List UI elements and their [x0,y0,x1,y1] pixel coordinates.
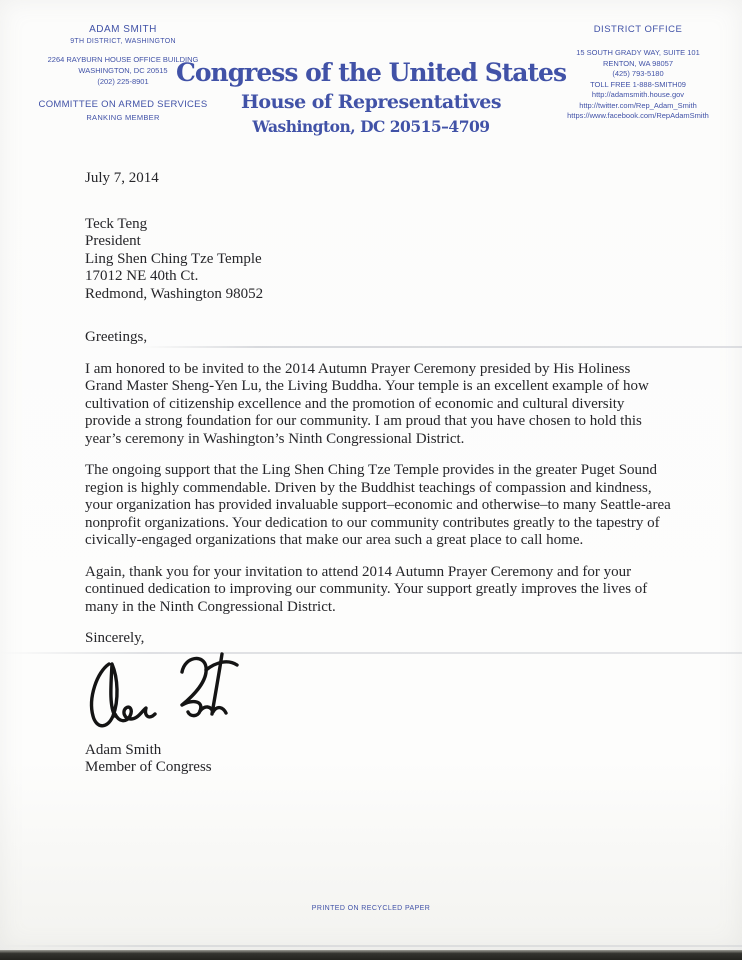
letterhead-district-office-block [538,24,738,122]
scan-edge [0,950,742,960]
signer-title: Member of Congress [85,759,212,775]
district-office-facebook: https://www.facebook.com/RepAdamSmith [567,111,709,120]
member-name: ADAM SMITH [89,24,157,35]
signature-ink-strokes [85,650,245,742]
paragraph-3: Again, thank you for your invitation to attend 2014 Autumn Prayer Ceremony and for your continued dedication to improving our community. Your support greatly improves the lives of many in the Ninth Congressional District. [85,563,648,615]
dc-office-address-line: 2264 RAYBURN HOUSE OFFICE BUILDING [47,55,199,64]
district-office-address-line: RENTON, WA 98057 [602,58,674,68]
recycled-paper-note: PRINTED ON RECYCLED PAPER [311,905,431,912]
salutation: Greetings, [85,329,148,345]
district-office-title: DISTRICT OFFICE [593,24,683,35]
committee-role: RANKING MEMBER [86,113,160,122]
letter-date: July 7, 2014 [85,170,159,186]
signature [85,650,671,742]
recipient-city: Redmond, Washington 98052 [85,285,264,302]
member-district: 9TH DISTRICT, WASHINGTON [70,38,176,45]
letterhead-masthead [171,58,571,137]
district-office-tollfree: TOLL FREE 1-888-SMITH09 [590,79,686,89]
recipient-title: President [85,233,141,249]
paragraph-1: I am honored to be invited to the 2014 Autumn Prayer Ceremony presided by His Holiness Grand Master Sheng-Yen Lu, the Living Buddha. Your temple is an excellent example of how cultivation of citizenship excellence and the promotion of economic and cultural diversity provide a strong foundation for our community. I am proud that you have chosen to hold this year’s ceremony in Washington’s Ninth Congressional District. [85,360,649,447]
recipient-organization: Ling Shen Ching Tze Temple [85,250,262,267]
masthead-house-line: House of Representatives [240,91,502,113]
dc-office-phone: (202) 225-8901 [97,77,149,86]
district-office-details [538,48,738,122]
recipient-address-block [85,216,671,304]
masthead-congress-line: Congress of the United States [175,58,567,87]
recipient-street: 17012 NE 40th Ct. [85,268,199,284]
signature-block [85,742,671,777]
signer-name: Adam Smith [85,741,162,758]
paragraph-2: The ongoing support that the Ling Shen Ching Tze Temple provides in the greater Puget Sound region is highly commendable. Driven by the Buddhist teachings of compassion and kindness, your organization has provided invaluable support–economic and otherwise–to many Seattle-area nonprofit organizations. Your dedication to our community contributes greatly to the tapestry of civically-engaged organizations that make our area such a great place to call home. [85,462,671,548]
masthead-city-line: Washington, DC 20515–4709 [252,117,490,136]
recipient-name: Teck Teng [85,215,148,232]
district-office-website: http://adamsmith.house.gov [591,90,685,99]
committee-name: COMMITTEE ON ARMED SERVICES [38,99,208,110]
scan-crease [0,945,742,947]
district-office-address-line: 15 SOUTH GRADY WAY, SUITE 101 [576,48,700,57]
district-office-phone: (425) 793-5180 [612,69,664,78]
letter-body [85,170,671,777]
dc-office-address-line: WASHINGTON, DC 20515 [78,66,168,75]
closing: Sincerely, [85,630,145,646]
district-office-twitter: http://twitter.com/Rep_Adam_Smith [579,100,697,110]
